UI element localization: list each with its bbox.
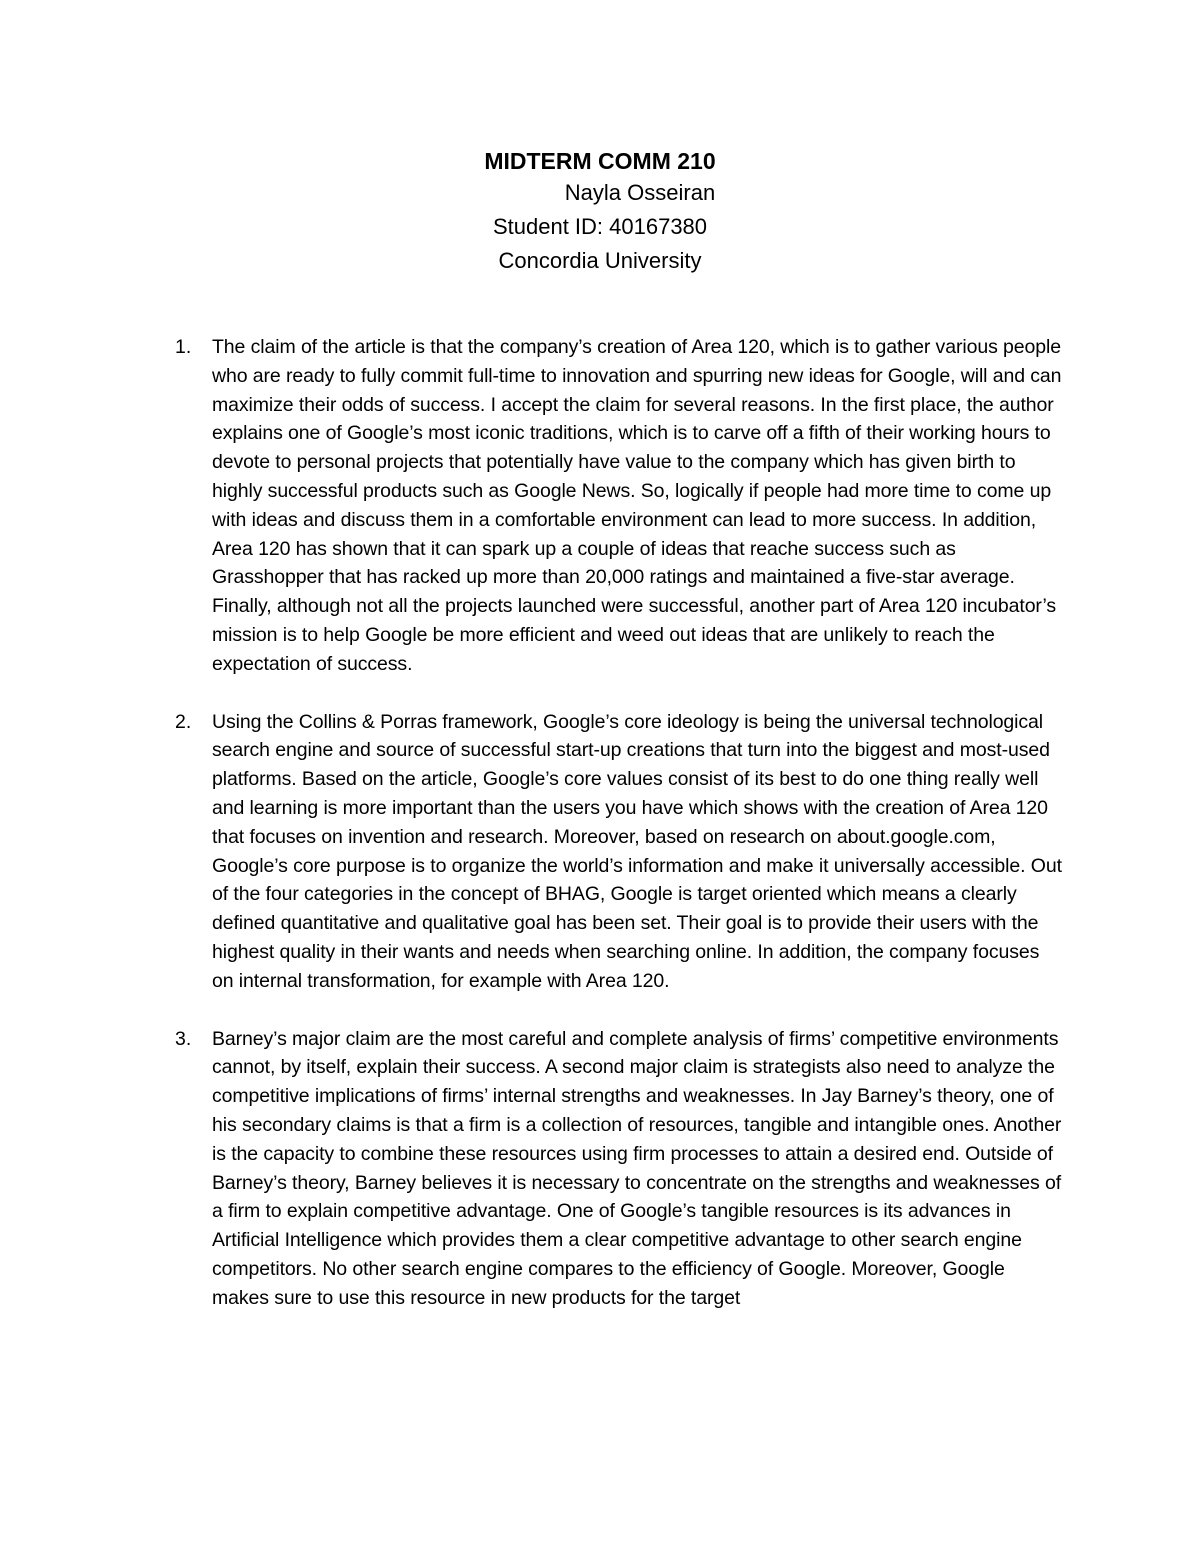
question-list bbox=[170, 333, 1065, 1342]
question-answer-text: Barney’s major claim are the most careful and complete analysis of firms’ competitive environments cannot, by itself, explain their success. A second major claim is strategists also need to analyze the competitive implications of firms’ internal strengths and weaknesses. In Jay Barney’s theory, one of his secondary claims is that a firm is a collection of resources, tangible and intangible ones. Another is the capacity to combine these resources using firm processes to attain a desired end. Outside of Barney’s theory, Barney believes it is necessary to concentrate on the strengths and weaknesses of a firm to explain competitive advantage. One of Google’s tangible resources is its advances in Artificial Intelligence which provides them a clear competitive advantage to other search engine competitors. No other search engine compares to the efficiency of Google. Moreover, Google makes sure to use this resource in new products for the target bbox=[212, 1027, 1062, 1309]
title-block bbox=[0, 146, 1200, 278]
question-item-3 bbox=[170, 1025, 1065, 1313]
question-answer-text: Using the Collins & Porras framework, Google’s core ideology is being the universal technological search engine and source of successful start-up creations that turn into the biggest and most-used platforms. Based on the article, Google’s core values consist of its best to do one thing really well and learning is more important than the users you have which shows with the creation of Area 120 that focuses on invention and research. Moreover, based on research on about.google.com, Google’s core purpose is to organize the world’s information and make it universally accessible. Out of the four categories in the concept of BHAG, Google is target oriented which means a clearly defined quantitative and qualitative goal has been set. Their goal is to provide their users with the highest quality in their wants and needs when searching online. In addition, the company focuses on internal transformation, for example with Area 120. bbox=[212, 710, 1062, 992]
document-title: MIDTERM COMM 210 bbox=[484, 148, 716, 174]
question-item-2 bbox=[170, 708, 1065, 996]
institution-name: Concordia University bbox=[498, 248, 702, 273]
question-answer-text: The claim of the article is that the company’s creation of Area 120, which is to gather various people who are ready to fully commit full-time to innovation and spurring new ideas for Google, will and can maximize their odds of success. I accept the claim for several reasons. In the first place, the author explains one of Google’s most iconic traditions, which is to carve off a fifth of their working hours to devote to personal projects that potentially have value to the company which has given birth to highly successful products such as Google News. So, logically if people had more time to come up with ideas and discuss them in a comfortable environment can lead to more success. In addition, Area 120 has shown that it can spark up a couple of ideas that reache success such as Grasshopper that has racked up more than 20,000 ratings and maintained a five-star average. Finally, although not all the projects launched were successful, another part of Area 120 incubator’s mission is to help Google be more efficient and weed out ideas that are unlikely to reach the expectation of success. bbox=[212, 336, 1062, 675]
author-name: Nayla Osseiran bbox=[564, 180, 716, 205]
question-item-1 bbox=[170, 333, 1065, 679]
question-number: 3. bbox=[175, 1027, 192, 1050]
question-number: 1. bbox=[175, 336, 192, 358]
question-number: 2. bbox=[175, 710, 192, 733]
student-id: Student ID: 40167380 bbox=[492, 214, 708, 239]
